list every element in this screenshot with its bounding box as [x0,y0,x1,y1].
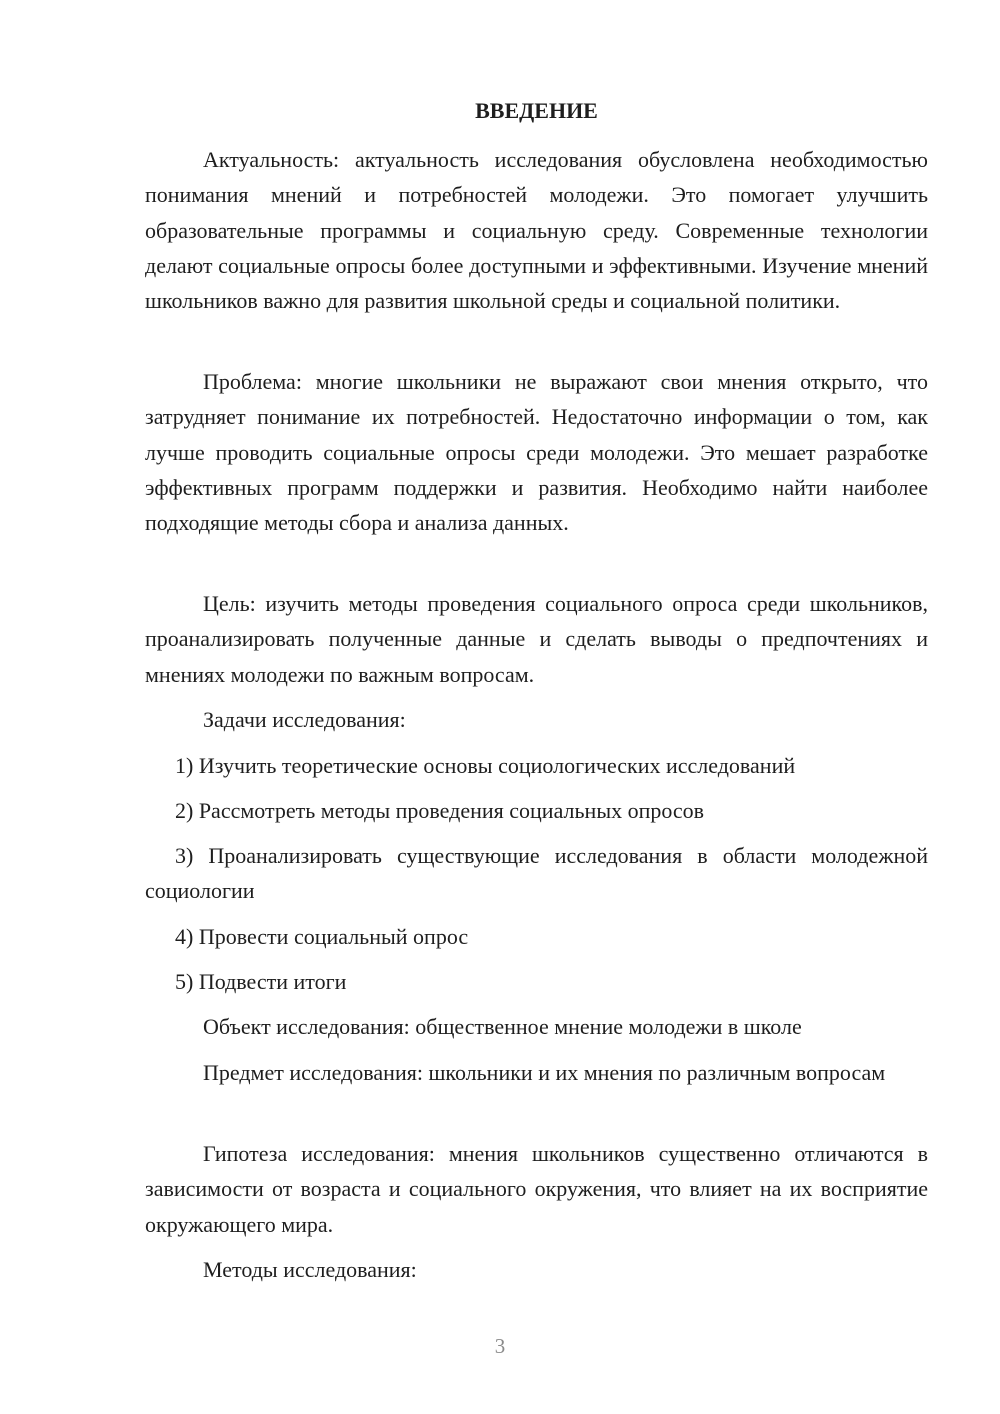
paragraph-hypothesis: Гипотеза исследования: мнения школьников существенно отличаются в зависимости от возраста и социального окружения, что влияет на их восприятие окружающего мира. [145,1141,928,1237]
task-item-2: 2) Рассмотреть методы проведения социальных опросов [175,798,705,823]
tasks-heading: Задачи исследования: [203,707,406,732]
paragraph-object: Объект исследования: общественное мнение молодежи в школе [203,1014,802,1039]
methods-heading: Методы исследования: [203,1257,417,1282]
task-item-3: 3) Проанализировать существующие исследования в области молодежной социологии [145,843,928,904]
task-item-5: 5) Подвести итоги [175,969,347,994]
paragraph-goal: Цель: изучить методы проведения социального опроса среди школьников, проанализировать полученные данные и сделать выводы о предпочтениях и мнениях молодежи по важным вопросам. [145,591,928,687]
paragraph-relevance: Актуальность: актуальность исследования обусловлена необходимостью понимания мнений и потребностей молодежи. Это помогает улучшить образовательные программы и социальную среду. Современные технологии делают социальные опросы более доступными и эффективными. Изучение мнений школьников важно для развития школьной среды и социальной политики. [145,147,928,314]
page-number: 3 [494,1334,506,1358]
paragraph-subject: Предмет исследования: школьники и их мнения по различным вопросам [203,1060,886,1085]
paragraph-problem: Проблема: многие школьники не выражают свои мнения открыто, что затрудняет понимание их потребностей. Недостаточно информации о том, как лучше проводить социальные опросы среди молодежи. Это мешает разработке эффективных программ поддержки и развития. Необходимо найти наиболее подходящие методы сбора и анализа данных. [145,369,928,536]
document-title: ВВЕДЕНИЕ [475,98,598,123]
task-item-1: 1) Изучить теоретические основы социологических исследований [175,753,796,778]
task-item-4: 4) Провести социальный опрос [175,924,469,949]
